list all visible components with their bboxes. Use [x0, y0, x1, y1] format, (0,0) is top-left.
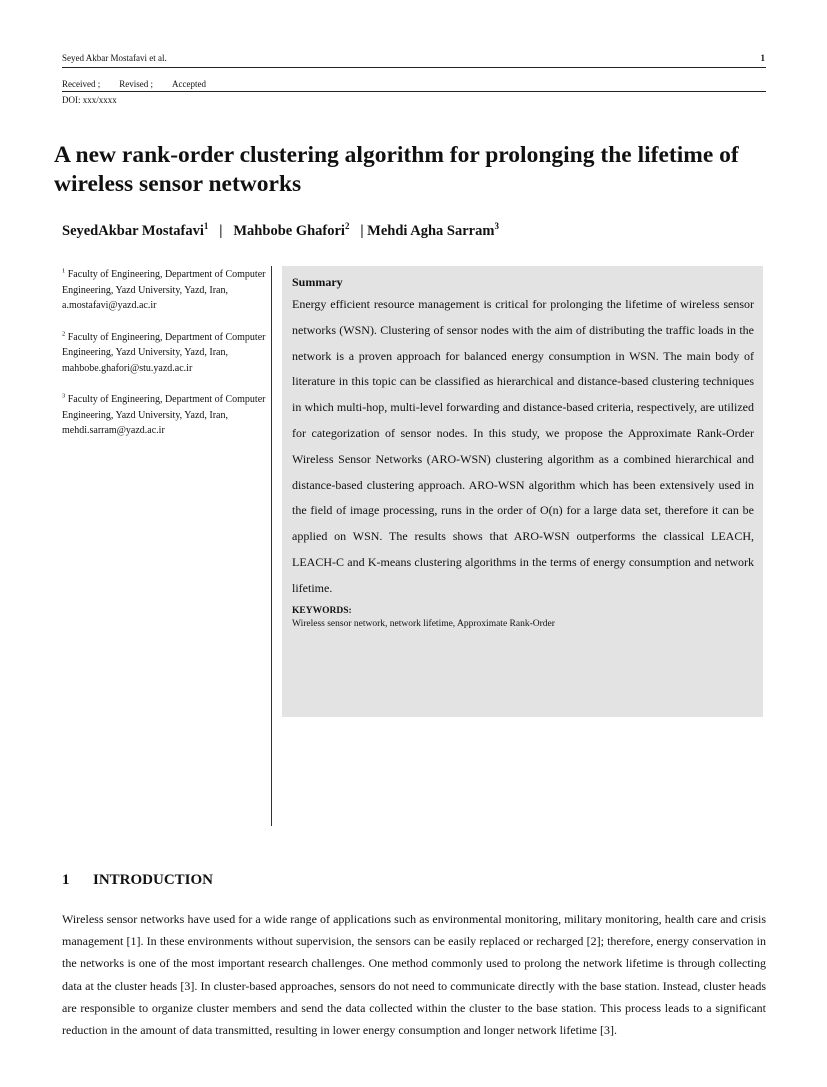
manuscript-dates	[62, 79, 206, 89]
received-label: Received ;	[62, 79, 101, 89]
section-number: 1	[62, 872, 70, 888]
author-list: SeyedAkbar Mostafavi$^1$ | Mahbobe Ghafori$^2$ | Mehdi Agha Sarram$^3$	[62, 221, 499, 239]
header-rule-bottom	[62, 91, 766, 92]
affil-mark: 2	[62, 330, 66, 338]
affil-text: Faculty of Engineering, Department of Computer Engineering, Yazd University, Yazd, Iran, mahbobe.ghafori@stu.yazd.ac.ir	[62, 331, 266, 374]
paper-title: A new rank-order clustering algorithm for prolonging the lifetime of wireless sensor networks	[54, 142, 739, 197]
summary-text: Energy efficient resource management is critical for prolonging the lifetime of wireless sensor networks (WSN). Clustering of sensor nodes with the aim of distributing the traffic loads in the network is a proven approach for balanced energy consumption in WSN. The main body of literature in this topic can be classified as hierarchical and distance-based clustering techniques in which multi-hop, multi-level forwarding and distance-based criteria, respectively, are utilized for categorization of sensor nodes. In this study, we propose the Approximate Rank-Order Wireless Sensor Networks (ARO-WSN) clustering algorithm as a combined hierarchical and distance-based clustering approach. ARO-WSN algorithm which has been extensively used in the field of image processing, runs in the order of O(n) for a large data set, therefore it can be applied on WSN. The results shows that ARO-WSN outperforms the classical LEACH, LEACH-C and K-means clustering algorithms in the terms of energy consumption and network lifetime.	[292, 297, 754, 595]
affil-mark: 3	[62, 392, 66, 400]
keywords-text: Wireless sensor network, network lifetime, Approximate Rank-Order	[292, 618, 555, 629]
intro-paragraph: Wireless sensor networks have used for a wide range of applications such as environmental monitoring, military monitoring, health care and crisis management [1]. In these environments without supervision, the sensors can be easily replaced or recharged [2]; therefore, energy conservation in the networks is one of the most important research challenges. One method commonly used to prolong the network lifetime is through collecting data at the cluster heads [3]. In cluster-based approaches, sensors do not need to communicate directly with the base station. Instead, cluster heads are responsible to organize cluster members and send the data collected within the cluster to the base station. This process leads to a significant reduction in the amount of data transmitted, resulting in lower energy consumption and longer network lifetime [3].	[62, 912, 766, 1038]
summary-box	[282, 266, 763, 717]
accepted-label: Accepted	[171, 79, 206, 89]
section-title: INTRODUCTION	[93, 872, 214, 888]
affiliation	[62, 330, 267, 377]
doi: DOI: xxx/xxxx	[62, 95, 117, 105]
author-name: Mahbobe Ghafori	[233, 223, 345, 239]
affil-text: Faculty of Engineering, Department of Computer Engineering, Yazd University, Yazd, Iran, mehdi.sarram@yazd.ac.ir	[62, 394, 266, 436]
affiliation	[62, 267, 267, 314]
running-header-author: Seyed Akbar Mostafavi et al.	[62, 53, 167, 63]
author-affil-mark: 1	[203, 221, 209, 232]
revised-label: Revised ;	[119, 79, 153, 89]
column-divider	[271, 266, 272, 826]
author-affil-mark: 2	[344, 221, 350, 232]
affil-mark: 1	[62, 267, 66, 275]
affiliation	[62, 392, 267, 439]
author-name: SeyedAkbar Mostafavi	[62, 223, 204, 239]
affiliations	[62, 267, 267, 455]
page-number: 1	[760, 53, 765, 63]
author-name: Mehdi Agha Sarram	[367, 223, 495, 239]
affil-text: Faculty of Engineering, Department of Computer Engineering, Yazd University, Yazd, Iran, a.mostafavi@yazd.ac.ir	[62, 269, 266, 311]
author-affil-mark: 3	[494, 221, 499, 232]
header-rule-top	[62, 67, 766, 68]
section-heading	[62, 872, 213, 889]
summary-heading: Summary	[292, 275, 343, 289]
keywords-heading: KEYWORDS:	[292, 605, 352, 616]
